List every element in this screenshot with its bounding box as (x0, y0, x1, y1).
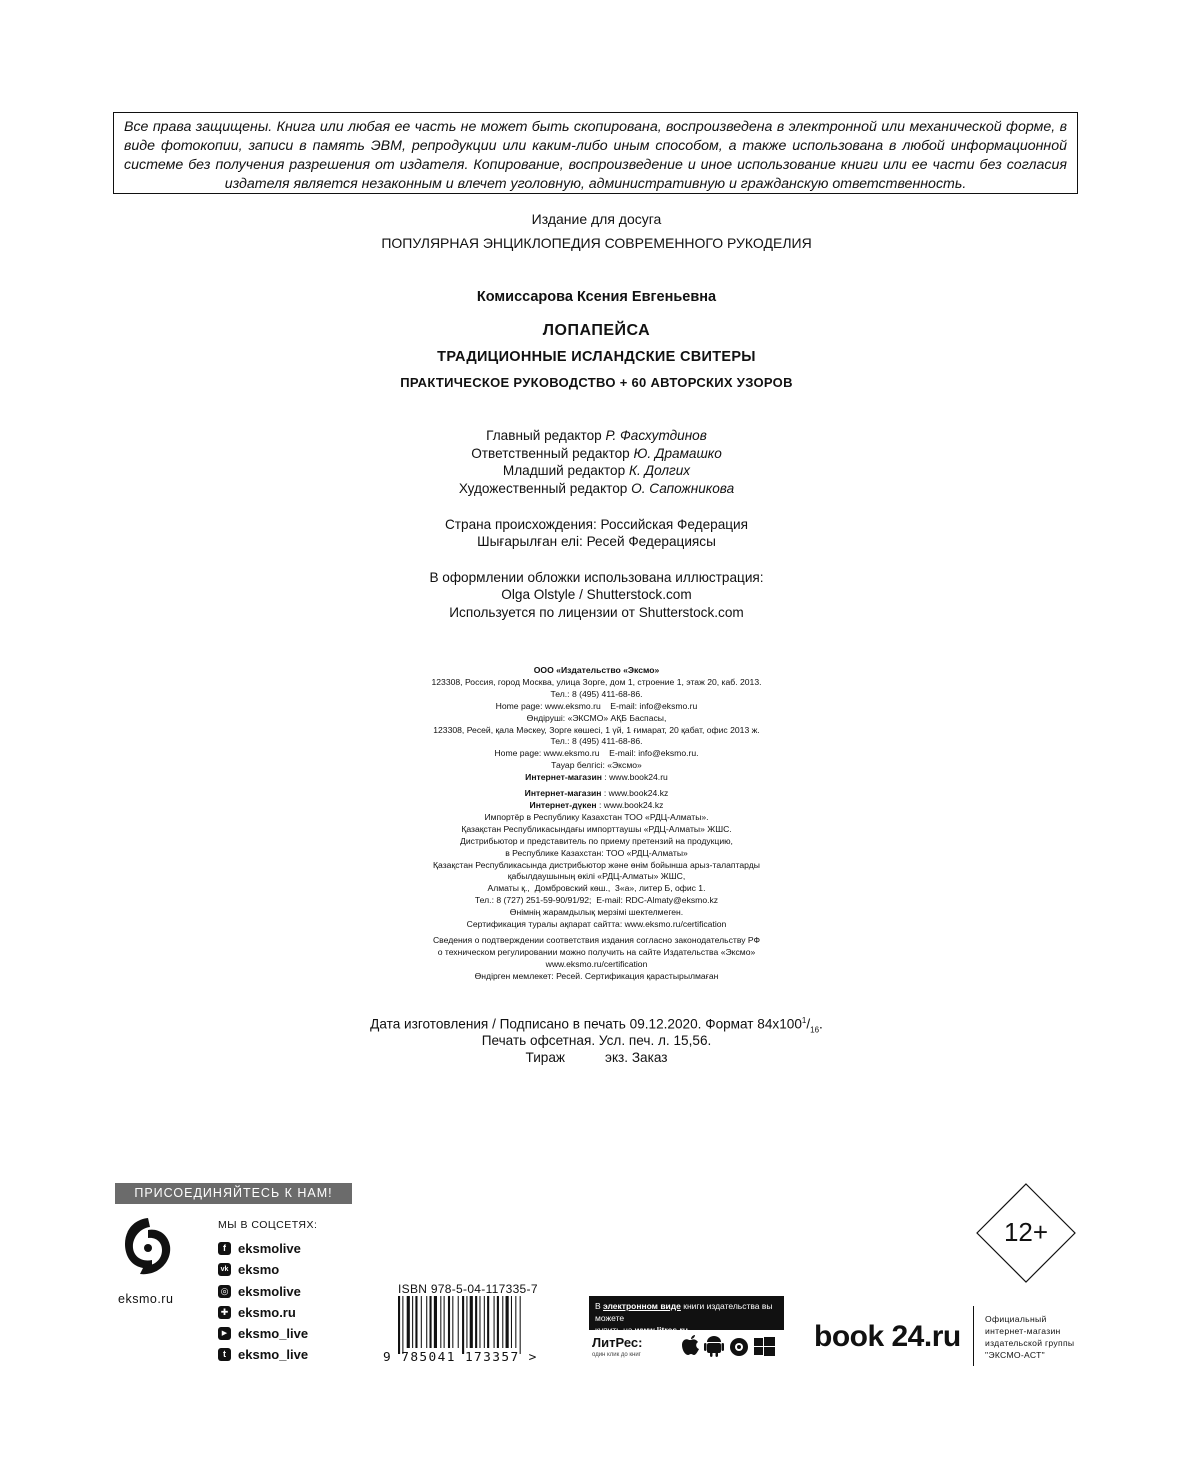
barcode-bar (444, 1296, 445, 1348)
barcode-bar (412, 1296, 413, 1348)
imprint-line: Өндірген мемлекет: Ресей. Сертификация қарастырылмаған (474, 970, 719, 981)
barcode-bar (452, 1296, 453, 1348)
imprint-line: 123308, Ресей, қала Мәскеу, Зорге көшесі, 1 үй, 1 ғимарат, 20 қабат, офис 2013 ж. (433, 724, 760, 735)
social-link[interactable]: ▶ eksmo_live (218, 1324, 308, 1342)
social-link[interactable]: ◎ eksmolive (218, 1282, 301, 1300)
imprint-block (0, 665, 1193, 983)
barcode-bar (440, 1296, 441, 1348)
imprint-line: Сведения о подтверждении соответствия издания согласно законодательству РФ (432, 934, 761, 945)
barcode-bar (475, 1296, 477, 1348)
barcode-bar (479, 1296, 480, 1348)
social-link[interactable]: f eksmolive (218, 1239, 301, 1257)
imprint-line: Home page: www.eksmo.ru E-mail: info@eksmo.ru. (494, 748, 699, 759)
barcode-bar (515, 1296, 516, 1348)
barcode-bar (402, 1296, 403, 1354)
imprint-line: Өнімнің жарамдылық мерзімі шектелмеген. (509, 907, 684, 918)
eksmo-logo (118, 1214, 176, 1284)
barcode-bar (497, 1296, 499, 1348)
book24-note: Официальный интернет-магазин издательской группы "ЭКСМО-АСТ" (985, 1314, 1075, 1360)
imprint-line: www.eksmo.ru/certification (545, 958, 648, 969)
instagram-icon: ◎ (218, 1285, 231, 1298)
barcode-bar (484, 1296, 485, 1348)
imprint-line: Home page: www.eksmo.ru E-mail: info@eksmo.ru (495, 700, 698, 711)
divider (973, 1306, 974, 1366)
platform-icons (680, 1334, 780, 1358)
barcode-bar (466, 1296, 467, 1348)
imprint-line: Импортёр в Республику Казахстан ТОО «РДЦ-Алматы». (484, 811, 709, 822)
barcode-bar (487, 1296, 489, 1348)
imprint-line: о техническом регулировании можно получить на сайте Издательства «Эксмо» (437, 946, 756, 957)
barcode-bar (520, 1296, 521, 1354)
os-icon (730, 1338, 748, 1356)
print-type: Печать офсетная. Усл. печ. л. 15,56. (481, 1033, 712, 1048)
barcode-bar (398, 1296, 400, 1354)
imprint-line: Сертификация туралы ақпарат сайтта: www.eksmo.ru/certification (466, 919, 727, 930)
eksmo-site-link[interactable]: eksmo.ru (118, 1292, 174, 1306)
apple-icon (682, 1335, 699, 1355)
barcode-bar (434, 1296, 437, 1348)
age-rating-label: 12+ (1003, 1217, 1049, 1247)
editor-junior: Младший редактор К. Долгих (502, 463, 691, 478)
editor-responsible: Ответственный редактор Ю. Драмашко (471, 446, 722, 461)
cover-credit-2: Olga Olstyle / Shutterstock.com (501, 587, 692, 602)
facebook-icon: f (218, 1242, 231, 1255)
imprint-line: Қазақстан Республикасындағы импорттаушы «РДЦ-Алматы» ЖШС. (461, 823, 732, 834)
litres-logo: ЛитРес: (592, 1335, 643, 1350)
social-link[interactable]: ✚ eksmo.ru (218, 1303, 296, 1321)
litres-banner[interactable]: В электронном виде книги издательства вы можете купить на www.litres.ru (589, 1296, 784, 1330)
twitter-icon: t (218, 1348, 231, 1361)
imprint-line: Өндіруші: «ЭКСМО» АҚБ Баспасы, (526, 712, 667, 723)
imprint-line: Қазақстан Республикасында дистрибьютор және өнім бойынша арыз-талаптарды (433, 859, 760, 870)
imprint-line: Тел.: 8 (727) 251-59-90/91/92; E-mail: RDC-Almaty@eksmo.kz (474, 895, 719, 906)
print-date: Дата изготовления / Подписано в печать 09.12.2020. Формат $84х100^1/_{16}$. (370, 1016, 823, 1035)
social-link[interactable]: vk eksmo (218, 1260, 279, 1278)
imprint-line: Тел.: 8 (495) 411-68-86. (550, 688, 643, 699)
litres-tagline: один клик до книг (592, 1352, 641, 1358)
imprint-line: в Республике Казахстан: ТОО «РДЦ-Алматы» (505, 847, 688, 858)
imprint-line: Алматы қ., Домбровский көш., 3«а», литер Б, офис 1. (487, 883, 706, 894)
barcode-bar (502, 1296, 503, 1348)
barcode-bar (470, 1296, 473, 1348)
social-link[interactable]: t eksmo_live (218, 1345, 308, 1363)
vk-icon: vk (218, 1263, 231, 1276)
imprint-line: 123308, Россия, город Москва, улица Зорге, дом 1, строение 1, этаж 20, каб. 2013. (431, 676, 762, 687)
editor-art: Художественный редактор О. Сапожникова (458, 481, 735, 496)
rights-notice: Все права защищены. Книга или любая ее часть не может быть скопирована, воспроизведена в электронной или механической форме, в виде фотокопии, записи в память ЭВМ, репродукции или каким-либо иным способом, а также использована в любой информационной системе без получения разрешения от издателя. Копирование, воспроизведение и иное использование книги или ее части без согласия издателя является незаконным и влечет уголовную, административную и гражданскую ответственность. (113, 112, 1078, 194)
eksmo-icon: ✚ (218, 1306, 231, 1319)
barcode-bar (426, 1296, 427, 1348)
cover-credit-3: Используется по лицензии от Shutterstock.com (449, 605, 744, 620)
barcode-bar (506, 1296, 509, 1348)
windows-icon (754, 1337, 775, 1356)
barcode (396, 1296, 556, 1354)
barcode-bar (462, 1296, 464, 1354)
barcode-bar (415, 1296, 417, 1348)
shop-kz-kaz: Интернет-дүкен : www.book24.kz (529, 799, 664, 810)
barcode-bar (458, 1296, 459, 1348)
imprint-line: Тауар белгісі: «Эксмо» (551, 760, 642, 771)
book-title: ЛОПАПЕЙСА (542, 322, 651, 339)
book-subtitle-2: ПРАКТИЧЕСКОЕ РУКОВОДСТВО + 60 АВТОРСКИХ УЗОРОВ (400, 375, 793, 390)
isbn: ISBN 978-5-04-117335-7 (398, 1282, 538, 1296)
edition-type: Издание для досуга (531, 211, 662, 227)
barcode-bar (421, 1296, 422, 1348)
barcode-bar (430, 1296, 432, 1348)
book-subtitle: ТРАДИЦИОННЫЕ ИСЛАНДСКИЕ СВИТЕРЫ (437, 349, 756, 365)
age-rating (976, 1183, 1076, 1283)
cover-credit-1: В оформлении обложки использована иллюстрация: (429, 570, 764, 585)
author: Комиссарова Ксения Евгеньевна (476, 289, 717, 305)
barcode-bar (448, 1296, 450, 1348)
barcode-bar (494, 1296, 495, 1348)
barcode-bar (407, 1296, 410, 1348)
barcode-digits: 9 785041 173357 > (383, 1350, 538, 1365)
shop-kz: Интернет-магазин : www.book24.kz (524, 788, 669, 799)
join-banner: ПРИСОЕДИНЯЙТЕСЬ К НАМ! (115, 1183, 352, 1204)
youtube-icon: ▶ (218, 1327, 231, 1340)
android-icon (704, 1336, 724, 1357)
origin-ru: Страна происхождения: Российская Федерация (444, 517, 749, 532)
social-title: МЫ В СОЦСЕТЯХ: (218, 1219, 318, 1231)
barcode-bar (511, 1296, 512, 1348)
publisher-name: ООО «Издательство «Эксмо» (533, 665, 660, 675)
series-title: ПОПУЛЯРНАЯ ЭНЦИКЛОПЕДИЯ СОВРЕМЕННОГО РУКОДЕЛИЯ (381, 235, 812, 251)
imprint-line: Дистрибьютор и представитель по приему претензий на продукцию, (460, 835, 733, 846)
editor-chief: Главный редактор Р. Фасхутдинов (486, 428, 707, 443)
print-run: Тираж экз. Заказ (525, 1050, 668, 1065)
book24-logo[interactable]: book 24.ru (814, 1320, 961, 1353)
imprint-line: Тел.: 8 (495) 411-68-86. (550, 736, 643, 747)
imprint-line: қабылдаушының өкілі «РДЦ-Алматы» ЖШС, (507, 871, 686, 882)
origin-kz: Шығарылған елі: Ресей Федерациясы (477, 534, 716, 549)
shop-ru: Интернет-магазин : www.book24.ru (525, 772, 668, 783)
